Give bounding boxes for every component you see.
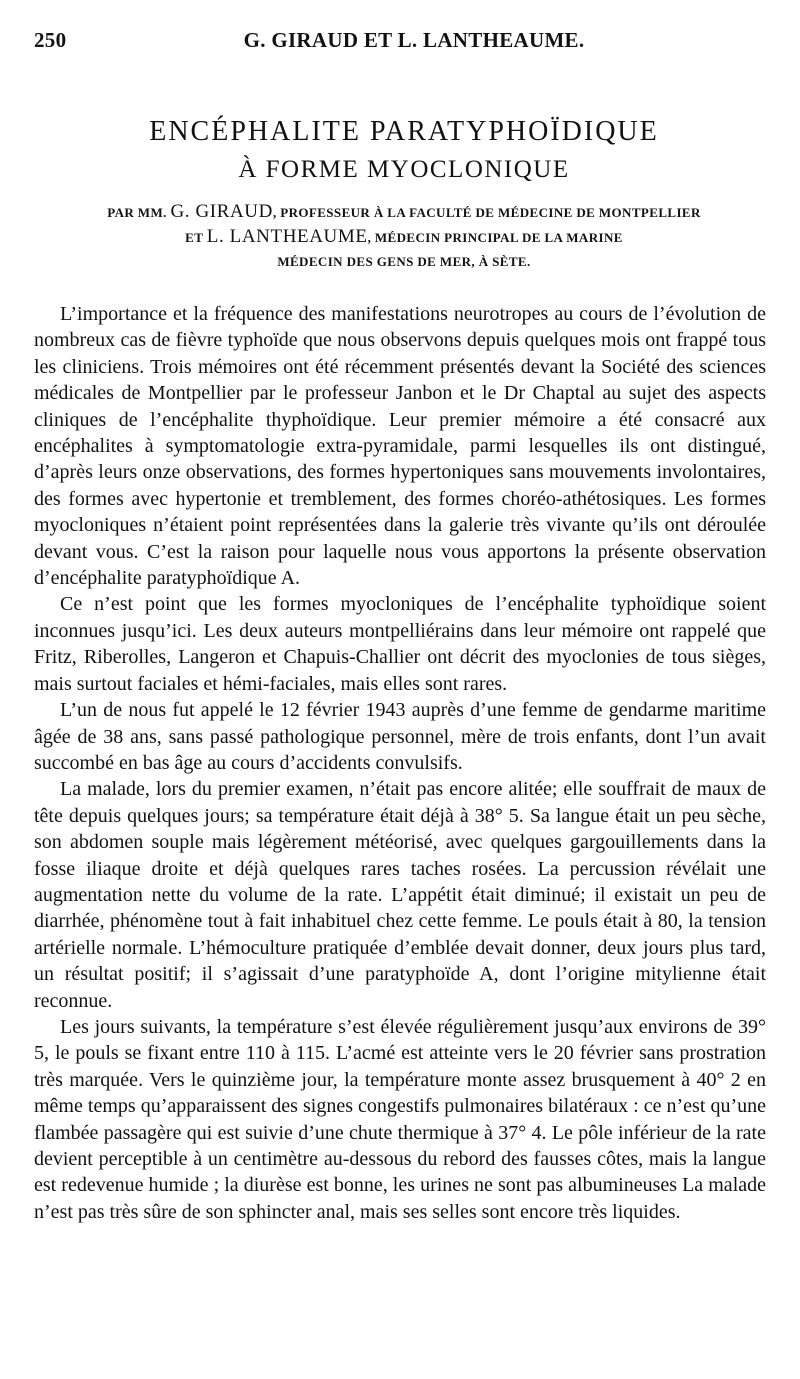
- running-title: G. GIRAUD ET L. LANTHEAUME.: [243, 28, 585, 52]
- article-title-line-2: À FORME MYOCLONIQUE: [238, 156, 570, 183]
- author-line-1-prefix: PAR MM.: [107, 205, 171, 220]
- author-line-1: [34, 200, 774, 225]
- author-line-3: MÉDECIN DES GENS DE MER, À SÈTE.: [277, 254, 531, 269]
- paragraph-5: Les jours suivants, la température s’est élevée régulièrement jusqu’aux environs de 39° 5, le pouls se fixant entre 110 à 115. L’acmé est atteinte vers le 20 février sans prostration très marquée. Vers le quinzième jour, la température monte assez brusquement à 40° 2 en même temps qu’apparaissent des signes congestifs pulmonaires bilatéraux : ce n’est qu’une flambée passagère qui est suivie d’une chute thermique à 37° 4. Le pôle inférieur de la rate devient perceptible à un centimètre au-dessous du rebord des fausses côtes, mais la langue est redevenue humide ; la diurèse est bonne, les urines ne sont pas albumineuses La malade n’est pas très sûre de son sphincter anal, mais ses selles sont encore très liquides.: [34, 1015, 766, 1223]
- author-name-giraud: G. GIRAUD: [170, 201, 273, 222]
- paragraph-3: L’un de nous fut appelé le 12 février 1943 auprès d’une femme de gendarme maritime âgée de 38 ans, sans passé pathologique personnel, mère de trois enfants, dont l’un avait succombé en bas âge au cours d’accidents convulsifs.: [34, 699, 766, 774]
- article-title-line-1: ENCÉPHALITE PARATYPHOÏDIQUE: [149, 116, 659, 147]
- page-number: 250: [34, 28, 67, 52]
- author-line-2-affiliation: , MÉDECIN PRINCIPAL DE LA MARINE: [367, 230, 623, 245]
- paragraph-1: L’importance et la fréquence des manifestations neurotropes au cours de l’évolution de nombreux cas de fièvre typhoïde que nous observons depuis quelques mois ont frappé tous les cliniciens. Trois mémoires ont été récemment présentés devant la Société des sciences médicales de Montpellier par le professeur Janbon et le Dr Chaptal au sujet des aspects cliniques de l’encéphalite thyphoïdique. Leur premier mémoire a été consacré aux encéphalites à symptomatologie extra-pyramidale, parmi lesquelles ils ont distingué, d’après leurs onze observations, des formes hypertoniques sans mouvements involontaires, des formes avec hypertonie et tremblement, des formes choréo-athétosiques. Les formes myocloniques n’étaient point représentées dans la galerie très vivante qu’ils ont déroulée devant vous. C’est la raison pour laquelle nous vous apportons la présente observation d’encéphalite paratyphoïdique A.: [34, 303, 766, 590]
- author-line-2: [34, 225, 774, 250]
- author-line-2-prefix: ET: [185, 230, 207, 245]
- paragraph-4: La malade, lors du premier examen, n’était pas encore alitée; elle souffrait de maux de tête depuis quelques jours; sa température était déjà à 38° 5. Sa langue était un peu sèche, son abdomen souple mais légèrement météorisé, avec quelques gargouillements dans la fosse iliaque droite et déjà quelques rares taches rosées. La percussion révélait une augmentation nette du volume de la rate. L’appétit était diminué; il existait un peu de diarrhée, phénomène tout à fait inhabituel chez cette femme. Le pouls était à 80, la tension artérielle normale. L’hémoculture pratiquée d’emblée devait donner, deux jours plus tard, un résultat positif; il s’agissait d’une paratyphoïde A, dont l’origine mitylienne était reconnue.: [34, 778, 766, 1012]
- running-head: [34, 28, 764, 58]
- author-name-lantheaume: L. LANTHEAUME: [206, 226, 368, 247]
- author-line-1-affiliation: , PROFESSEUR À LA FACULTÉ DE MÉDECINE DE MONTPELLIER: [272, 205, 701, 220]
- article-body: [34, 301, 766, 1225]
- paragraph-2: Ce n’est point que les formes myocloniques de l’encéphalite typhoïdique soient inconnues jusqu’ici. Les deux auteurs montpelliérains dans leur mémoire ont rappelé que Fritz, Riberolles, Langeron et Chapuis-Challier ont décrit des myoclonies de tous sièges, mais surtout faciales et hémi-faciales, mais elles sont rares.: [34, 593, 766, 695]
